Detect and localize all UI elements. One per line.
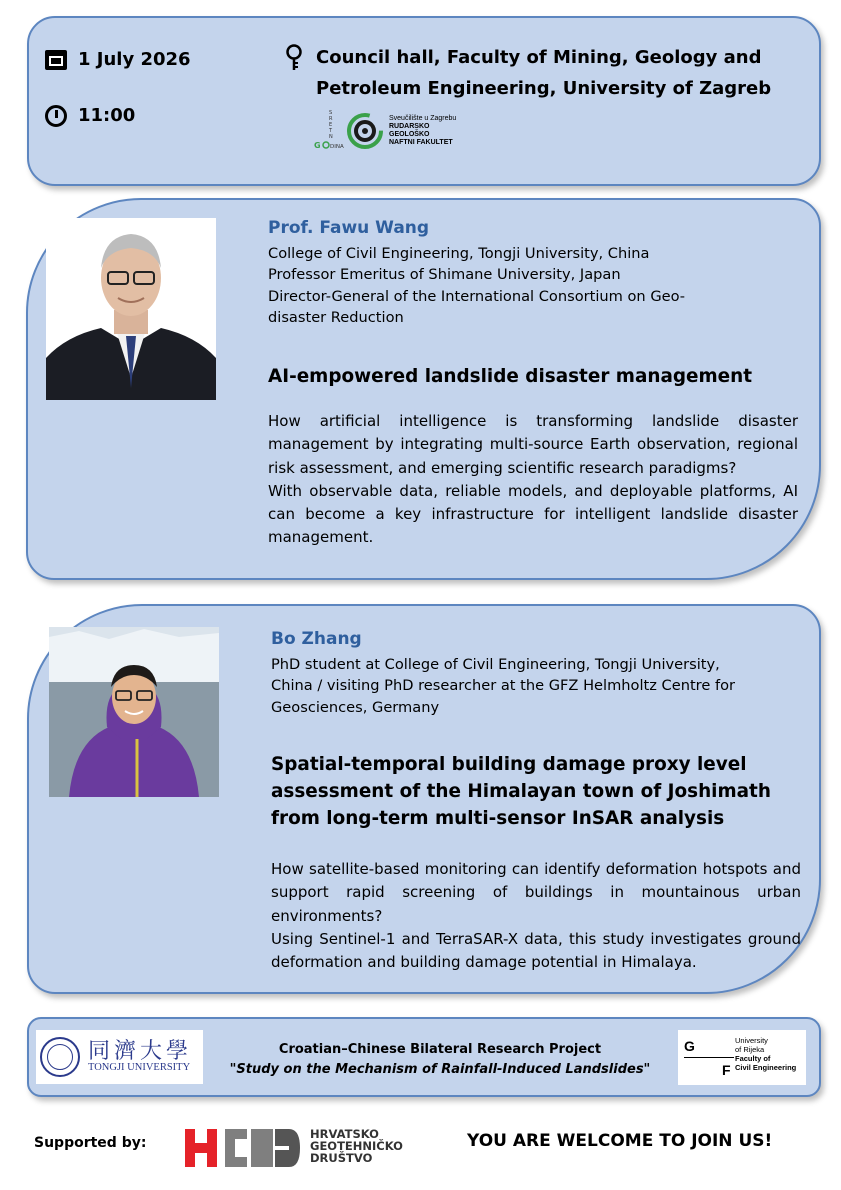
speaker-1-photo (46, 218, 216, 400)
welcome-message: YOU ARE WELCOME TO JOIN US! (467, 1131, 773, 1151)
venue-line-2: Petroleum Engineering, University of Zagreb (316, 78, 772, 99)
supported-by-label: Supported by: (34, 1135, 147, 1151)
calendar-icon (45, 50, 67, 70)
clock-icon (45, 105, 67, 127)
project-subtitle: "Study on the Mechanism of Rainfall-Induced Landslides" (229, 1062, 651, 1077)
speaker-2-name: Bo Zhang (271, 629, 362, 649)
speaker-2-photo (49, 627, 219, 797)
header-panel (27, 16, 821, 186)
svg-text:R: R (329, 116, 333, 122)
project-title: Croatian–Chinese Bilateral Research Project (278, 1042, 602, 1057)
speaker-2-affiliation: PhD student at College of Civil Engineering, Tongji University, China / visiting PhD researcher at the GFZ Helmholtz Centre for Geosciences, Germany (271, 656, 736, 716)
hgd-name: HRVATSKO GEOTEHNIČKO DRUŠTVO (310, 1127, 403, 1165)
speaker-2-talk-title: Spatial-temporal building damage proxy level assessment of the Himalayan town of Joshimath from long-term multi-sensor InSAR analysis (271, 754, 771, 829)
speaker-2-abstract: How satellite-based monitoring can identify deformation hotspots and support rapid screening of buildings in mountainous urban environments? Using Sentinel-1 and TerraSAR-X data, this study investigates ground deformation and building damage potential in Himalaya. (271, 860, 801, 972)
rgn-faculty-text: Sveučilište u Zagrebu RUDARSKO GEOLOŠKO NAFTNI FAKULTET (389, 115, 457, 146)
svg-text:G: G (314, 141, 321, 150)
svg-text:DINA: DINA (330, 144, 344, 150)
speaker-1-talk-title: AI-empowered landslide disaster management (268, 366, 753, 387)
rijeka-faculty-logo: G F University of Rijeka Faculty of Civil Engineering (678, 1030, 806, 1085)
speaker-1-name: Prof. Fawu Wang (268, 218, 430, 238)
venue-line-1: Council hall, Faculty of Mining, Geology and (316, 47, 762, 68)
svg-text:E: E (329, 122, 333, 128)
event-time: 11:00 (78, 105, 136, 126)
event-date: 1 July 2026 (78, 49, 191, 70)
tongji-university-logo: 同濟大學 TONGJI UNIVERSITY (36, 1030, 203, 1084)
location-pin-icon (285, 44, 303, 72)
svg-text:N: N (329, 134, 333, 140)
rgn-faculty-logo (346, 112, 384, 150)
hgd-logo (185, 1125, 300, 1171)
speaker-1-affiliation: College of Civil Engineering, Tongji University, China Professor Emeritus of Shimane University, Japan Director-General of the International Consortium on Geo- disaster Reduction (268, 245, 686, 326)
svg-text:T: T (329, 128, 333, 134)
svg-text:S: S (329, 110, 333, 116)
speaker-1-abstract: How artificial intelligence is transforming landslide disaster management by integrating multi-source Earth observation, regional risk assessment, and emerging scientific research paradigms? With observable data, reliable models, and deployable platforms, AI can become a key infrastructure for intelligent landslide disaster management. (268, 412, 798, 547)
tongji-seal-icon (40, 1037, 80, 1077)
